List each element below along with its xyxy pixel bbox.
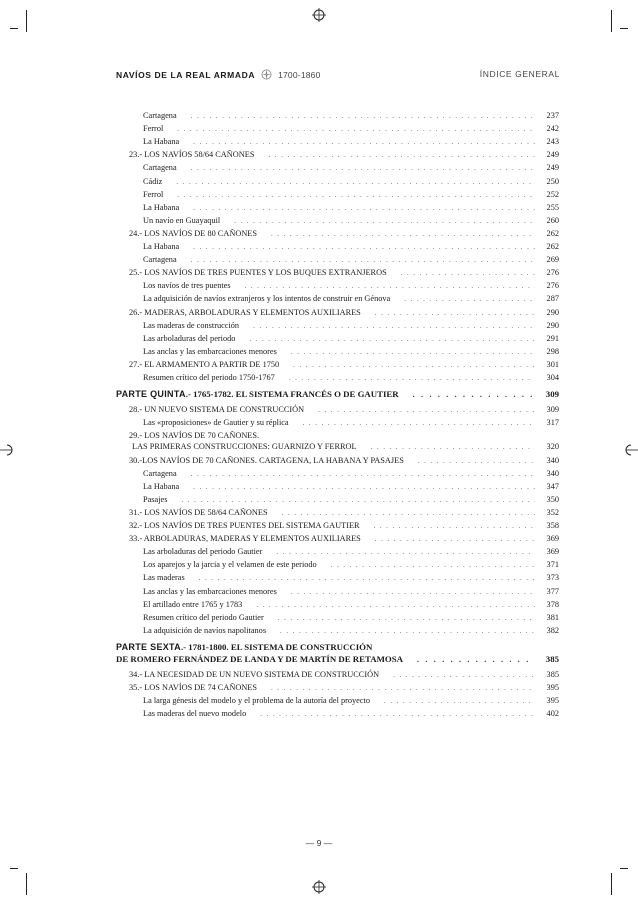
dot-leader — [234, 216, 535, 226]
toc-page-number: 269 — [546, 255, 559, 265]
toc-chapter-entry[interactable] — [132, 442, 559, 452]
toc-entry-title: La larga génesis del modelo y el problema de la autoría del proyecto — [143, 696, 371, 706]
toc-entry-title: 33.- ARBOLADURAS, MADERAS Y ELEMENTOS AUXILIARES — [129, 534, 361, 544]
toc-page-number: 276 — [546, 281, 559, 291]
dot-leader — [318, 405, 535, 415]
toc-page-number: 320 — [546, 442, 559, 452]
toc-chapter-entry[interactable] — [129, 521, 559, 531]
dot-leader — [249, 334, 535, 344]
dot-leader — [289, 373, 535, 383]
toc-page-number: 237 — [546, 111, 559, 120]
dot-leader — [177, 124, 535, 134]
toc-entry-title: Cartagena — [143, 163, 177, 173]
toc-page-number: 301 — [546, 359, 559, 369]
dot-leader — [191, 111, 535, 121]
toc-page-number: 290 — [546, 320, 559, 330]
dot-leader — [293, 360, 535, 370]
part-label: PARTE QUINTA — [116, 389, 186, 400]
toc-subsection-entry[interactable] — [143, 482, 559, 492]
toc-part-entry[interactable] — [116, 654, 559, 664]
toc-entry-title: Las maderas — [143, 573, 185, 583]
toc-chapter-entry[interactable] — [129, 683, 559, 693]
dot-leader — [418, 456, 535, 466]
dot-leader — [291, 587, 535, 597]
toc-subsection-entry[interactable] — [143, 373, 559, 383]
toc-entry-title: Los navíos de tres puentes — [143, 281, 231, 291]
toc-page-number: 369 — [546, 547, 559, 557]
toc-subsection-entry[interactable] — [143, 334, 559, 344]
toc-page-number: 385 — [545, 653, 559, 664]
toc-subsection-entry[interactable] — [143, 124, 559, 134]
toc-subsection-entry[interactable] — [143, 560, 559, 570]
toc-subsection-entry[interactable] — [143, 696, 559, 706]
toc-page-number: 250 — [546, 176, 559, 186]
toc-entry-title: Las «proposiciones» de Gautier y su réplica — [143, 418, 289, 428]
toc-entry-title: 32.- LOS NAVÍOS DE TRES PUENTES DEL SISTEMA GAUTIER — [129, 521, 360, 530]
dot-leader — [374, 521, 535, 531]
toc-entry-title: 23.- LOS NAVÍOS 58/64 CAÑONES — [129, 150, 255, 160]
toc-entry-title: Ferrol — [143, 124, 164, 134]
dot-leader — [375, 308, 535, 318]
dot-leader — [181, 495, 535, 505]
toc-chapter-title-line: 29.- LOS NAVÍOS DE 70 CAÑONES. — [129, 431, 260, 441]
toc-page-number: 249 — [546, 163, 559, 173]
dot-leader — [191, 163, 535, 173]
toc-entry-title: La Habana — [143, 481, 180, 491]
part-label: PARTE SEXTA — [116, 641, 181, 652]
toc-subsection-entry[interactable] — [143, 242, 559, 252]
toc-page-number: 287 — [546, 294, 559, 304]
dot-leader — [268, 150, 535, 160]
dot-leader — [393, 670, 535, 680]
dot-leader — [193, 203, 535, 213]
dot-leader — [256, 600, 535, 610]
toc-entry-title: Pasajes — [143, 494, 168, 504]
section-title: ÍNDICE GENERAL — [479, 69, 560, 79]
toc-subsection-entry[interactable] — [143, 709, 559, 719]
toc-page-number: 358 — [546, 521, 559, 530]
dot-leader — [417, 655, 535, 665]
toc-page-number: 262 — [546, 228, 559, 238]
toc-page-number: 340 — [546, 468, 559, 478]
toc-entry-title: Cartagena — [143, 468, 177, 478]
toc-chapter-entry[interactable] — [129, 229, 559, 239]
toc-entry-title: 35.- LOS NAVÍOS DE 74 CAÑONES — [129, 683, 257, 693]
toc-entry-title: Las maderas del nuevo modelo — [143, 709, 247, 719]
page-number: — 9 — — [305, 838, 333, 848]
toc-entry-title: Cádiz — [143, 176, 163, 186]
toc-page-number: 309 — [545, 389, 559, 400]
toc-page-number: 242 — [546, 124, 559, 134]
dot-leader — [177, 190, 535, 200]
toc-entry-title: La Habana — [143, 137, 180, 147]
toc-page-number: 260 — [546, 215, 559, 225]
toc-subsection-entry[interactable] — [143, 281, 559, 291]
dot-leader — [384, 696, 535, 706]
toc-page-number: 402 — [546, 709, 559, 719]
part-heading-text: .- 1765-1782. EL SISTEMA FRANCÉS O DE GAUTIER — [185, 389, 399, 400]
toc-entry-title: Cartagena — [143, 111, 177, 120]
part-heading-text: .- 1781-1800. EL SISTEMA DE CONSTRUCCIÓN — [180, 641, 373, 652]
toc-subsection-entry[interactable] — [143, 321, 559, 331]
dot-leader — [375, 534, 535, 544]
dot-leader — [401, 268, 535, 278]
toc-page-number: 352 — [546, 507, 559, 517]
toc-entry-title: Las arboladuras del periodo — [143, 333, 236, 343]
toc-entry-title: La Habana — [143, 242, 180, 251]
toc-chapter-entry[interactable] — [129, 670, 559, 680]
dot-leader — [191, 255, 535, 265]
toc-page-number: 252 — [546, 189, 559, 199]
toc-entry-title: Las anclas y las embarcaciones menores — [143, 586, 277, 596]
toc-entry-title — [116, 389, 399, 399]
dot-leader — [371, 442, 535, 452]
toc-entry-title: Resumen crítico del periodo 1750-1767 — [143, 373, 275, 382]
dot-leader — [260, 709, 535, 719]
dot-leader — [193, 482, 535, 492]
toc-subsection-entry[interactable] — [143, 626, 559, 636]
toc-subsection-entry[interactable] — [143, 600, 559, 610]
toc-entry-title: Las maderas de construcción — [143, 320, 240, 330]
toc-chapter-entry[interactable] — [129, 268, 559, 278]
toc-entry-title: El artillado entre 1765 y 1783 — [143, 599, 243, 609]
toc-page-number: 378 — [546, 599, 559, 609]
toc-page-number: 395 — [546, 696, 559, 706]
toc-entry-title: Ferrol — [143, 189, 164, 199]
toc-subsection-entry[interactable] — [143, 163, 559, 173]
toc-page-number: 382 — [546, 625, 559, 635]
toc-chapter-entry[interactable] — [129, 150, 559, 160]
toc-entry-title: 28.- UN NUEVO SISTEMA DE CONSTRUCCIÓN — [129, 405, 305, 415]
dot-leader — [303, 418, 535, 428]
toc-entry-title: 34.- LA NECESIDAD DE UN NUEVO SISTEMA DE CONSTRUCCIÓN — [129, 670, 380, 679]
dot-leader — [413, 390, 535, 400]
toc-subsection-entry[interactable] — [143, 495, 559, 505]
toc-entry-title: Resumen crítico del periodo Gautier — [143, 612, 264, 622]
toc-entry-title: LAS PRIMERAS CONSTRUCCIONES: GUARNIZO Y FERROL — [132, 442, 357, 452]
toc-page-number: 262 — [546, 242, 559, 251]
toc-page-number: 385 — [546, 670, 559, 679]
toc-subsection-entry[interactable] — [143, 418, 559, 428]
toc-entry-title: 27.- EL ARMAMENTO A PARTIR DE 1750 — [129, 359, 280, 369]
toc-subsection-entry[interactable] — [143, 469, 559, 479]
toc-chapter-entry[interactable] — [129, 405, 559, 415]
toc-subsection-entry[interactable] — [143, 216, 559, 226]
toc-subsection-entry[interactable] — [143, 587, 559, 597]
toc-entry-title: 25.- LOS NAVÍOS DE TRES PUENTES Y LOS BUQUES EXTRANJEROS — [129, 268, 387, 278]
dot-leader — [276, 547, 535, 557]
toc-subsection-entry[interactable] — [143, 190, 559, 200]
toc-page-number: 395 — [546, 683, 559, 693]
dot-leader — [253, 321, 535, 331]
toc-entry-title: La Habana — [143, 202, 180, 212]
toc-subsection-entry[interactable] — [143, 613, 559, 623]
toc-page-number: 373 — [546, 573, 559, 583]
toc-chapter-entry[interactable] — [129, 308, 559, 318]
toc-page-number: 371 — [546, 560, 559, 570]
toc-chapter-entry[interactable] — [129, 456, 559, 466]
toc-page-number: 276 — [546, 268, 559, 278]
dot-leader — [291, 347, 535, 357]
toc-entry-title: Las arboladuras del periodo Gautier — [143, 547, 263, 557]
dot-leader — [199, 573, 535, 583]
toc-page-number: 369 — [546, 534, 559, 544]
toc-entry-title: Cartagena — [143, 255, 177, 265]
toc-page-number: 347 — [546, 481, 559, 491]
dot-leader — [271, 229, 535, 239]
toc-page-number: 381 — [546, 612, 559, 622]
dot-leader — [280, 626, 535, 636]
toc-page-number: 291 — [546, 333, 559, 343]
toc-entry-title: 31.- LOS NAVÍOS DE 58/64 CAÑONES — [129, 507, 268, 517]
toc-entry-title: Los aparejos y la jarcia y el velamen de este periodo — [143, 560, 317, 570]
toc-entry-title: 26.- MADERAS, ARBOLADURAS Y ELEMENTOS AUXILIARES — [129, 307, 361, 317]
dot-leader — [404, 294, 535, 304]
dot-leader — [191, 469, 535, 479]
book-years: 1700-1860 — [278, 69, 321, 80]
toc-entry-title: 30.-LOS NAVÍOS DE 70 CAÑONES. CARTAGENA, LA HABANA Y PASAJES — [129, 455, 404, 465]
toc-page-number: 255 — [546, 202, 559, 212]
book-title: NAVÍOS DE LA REAL ARMADA — [116, 69, 256, 80]
toc-page-number: 340 — [546, 455, 559, 465]
part-heading-text: DE ROMERO FERNÁNDEZ DE LANDA Y DE MARTÍN DE RETAMOSA — [116, 653, 403, 664]
toc-page-number: 377 — [546, 586, 559, 596]
dot-leader — [331, 560, 535, 570]
part-heading-line — [116, 642, 372, 652]
dot-leader — [282, 508, 535, 518]
toc-entry-title: Un navío en Guayaquil — [143, 215, 221, 225]
toc-chapter-entry[interactable] — [129, 508, 559, 518]
dot-leader — [193, 242, 535, 252]
toc-subsection-entry[interactable] — [143, 177, 559, 187]
toc-chapter-entry[interactable] — [129, 360, 559, 370]
toc-part-entry[interactable] — [116, 389, 559, 399]
toc-subsection-entry[interactable] — [143, 573, 559, 583]
toc-page-number: 298 — [546, 346, 559, 356]
toc-page-number: 290 — [546, 307, 559, 317]
toc-page-number: 243 — [546, 137, 559, 147]
dot-leader — [193, 137, 535, 147]
dot-leader — [245, 281, 535, 291]
toc-chapter-entry[interactable] — [129, 534, 559, 544]
toc-page-number: 317 — [546, 418, 559, 428]
dot-leader — [271, 683, 535, 693]
dot-leader — [278, 613, 535, 623]
toc-subsection-entry[interactable] — [143, 255, 559, 265]
toc-page-number: 350 — [546, 494, 559, 504]
toc-entry-title: 24.- LOS NAVÍOS DE 80 CAÑONES — [129, 228, 257, 238]
toc-entry-title: La adquisición de navíos napolitanos — [143, 625, 267, 635]
dot-leader — [176, 177, 535, 187]
toc-subsection-entry[interactable] — [143, 137, 559, 147]
toc-entry-title: La adquisición de navíos extranjeros y los intentos de construir en Génova — [143, 294, 391, 304]
toc-page-number: 304 — [546, 373, 559, 382]
toc-subsection-entry[interactable] — [143, 203, 559, 213]
toc-subsection-entry[interactable] — [143, 547, 559, 557]
toc-subsection-entry[interactable] — [143, 347, 559, 357]
toc-subsection-entry[interactable] — [143, 111, 559, 121]
toc-entry-title — [116, 654, 403, 664]
toc-entry-title: Las anclas y las embarcaciones menores — [143, 346, 277, 356]
toc-subsection-entry[interactable] — [143, 294, 559, 304]
toc-page-number: 309 — [546, 405, 559, 415]
toc-page-number: 249 — [546, 150, 559, 160]
